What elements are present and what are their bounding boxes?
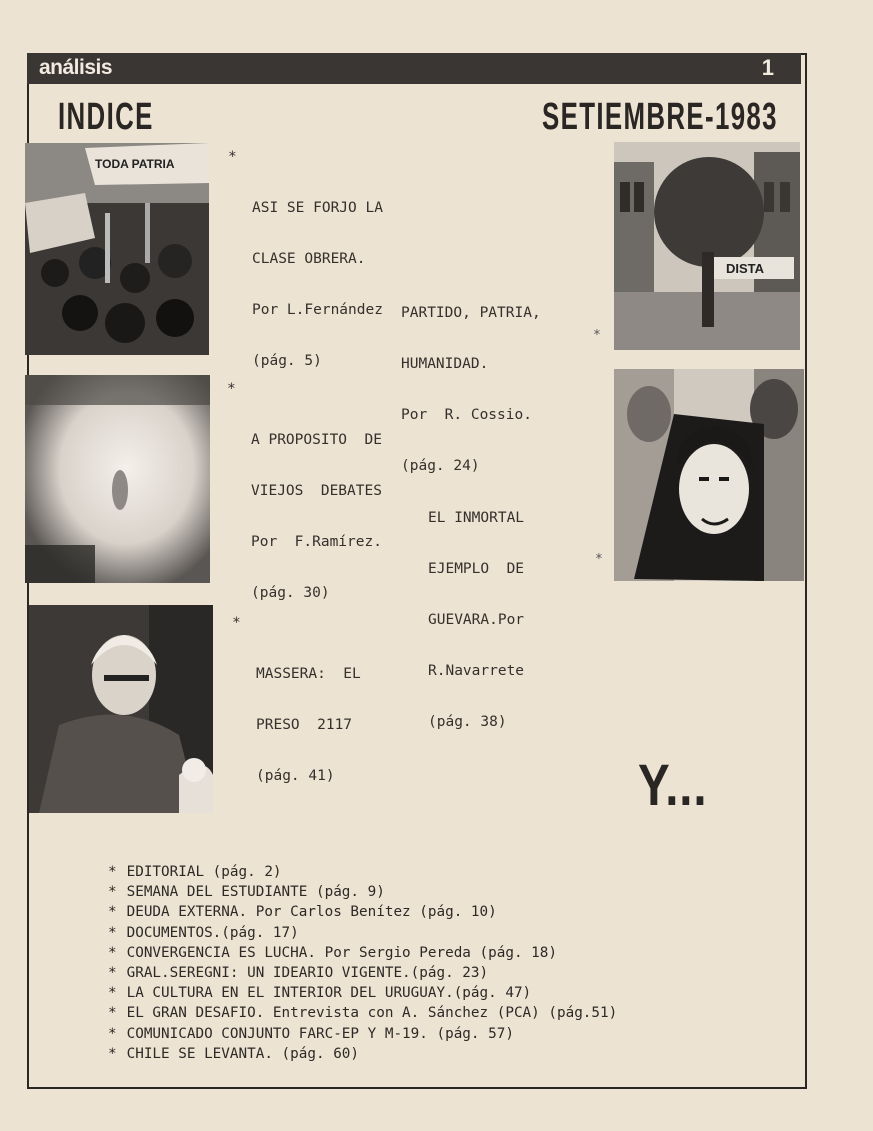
bullet-star: * [108,1005,117,1022]
featured-article-1 [228,149,383,387]
featured-article-3 [227,381,382,619]
bullet-star: * [228,149,237,165]
bullet-star: * [108,965,117,982]
article-author: Por F.Ramírez. [251,534,382,550]
magazine-logo: análisis [39,56,113,79]
bullet-star: * [595,552,603,567]
featured-article-5 [232,615,361,802]
list-item [108,862,617,882]
list-item [108,1003,617,1023]
bullet-star: * [108,985,117,1002]
article-title-line: PARTIDO, PATRIA, [401,305,541,321]
list-item-text: EDITORIAL (pág. 2) [126,864,282,880]
photo-street-building [614,142,800,350]
list-item [108,943,617,963]
bullet-star: * [108,924,117,941]
article-page: (pág. 38) [428,714,507,730]
list-item [108,902,617,922]
article-title-line: VIEJOS DEBATES [251,483,382,499]
list-item [108,882,617,902]
list-item [108,1024,617,1044]
article-page: (pág. 30) [251,585,330,601]
crowd-banner-text: TODA PATRIA [95,157,175,171]
list-item-text: GRAL.SEREGNI: UN IDEARIO VIGENTE.(pág. 23) [126,965,489,982]
bullet-star: * [108,904,117,921]
list-item-text: EL GRAN DESAFIO. Entrevista con A. Sánchez (PCA) (pág.51) [126,1005,618,1022]
article-author: Por L.Fernández [252,302,383,318]
article-title-line: A PROPOSITO DE [251,432,382,448]
photo-guevara-poster [614,369,804,581]
list-item [108,923,617,943]
issue-date: SETIEMBRE-1983 [542,96,778,138]
list-item-text: CONVERGENCIA ES LUCHA. Por Sergio Pereda (pág. 18) [126,944,557,961]
more-marker: Y... [638,753,708,818]
list-item [108,983,617,1003]
list-item [108,963,617,983]
article-title-line: PRESO 2117 [256,717,353,733]
bullet-star: * [108,864,117,880]
article-title-line: HUMANIDAD. [401,356,489,372]
article-title-line: GUEVARA.Por [428,612,525,628]
bullet-star: * [232,615,241,631]
page-number: 1 [761,55,774,80]
bullet-star: * [108,884,117,901]
bullet-star: * [108,1045,117,1062]
bullet-star: * [108,1025,117,1042]
article-page: (pág. 41) [256,768,335,784]
bullet-star: * [108,944,117,961]
masthead-bar [27,53,801,84]
list-item [108,1044,617,1064]
article-title-line: ASI SE FORJO LA [252,200,383,216]
article-title-line: EJEMPLO DE [428,561,525,577]
featured-article-4 [428,476,524,748]
list-item-text: SEMANA DEL ESTUDIANTE (pág. 9) [126,884,385,901]
index-heading: INDICE [58,96,154,138]
list-item-text: LA CULTURA EN EL INTERIOR DEL URUGUAY.(pág. 47) [126,985,532,1002]
article-page: (pág. 24) [401,458,480,474]
photo-crowd-demonstration [25,143,209,355]
other-articles-list [108,862,617,1064]
list-item-text: CHILE SE LEVANTA. (pág. 60) [126,1045,360,1062]
article-author: Por R. Cossio. [401,407,532,423]
list-item-text: DEUDA EXTERNA. Por Carlos Benítez (pág. 10) [126,904,497,921]
list-item-text: COMUNICADO CONJUNTO FARC-EP Y M-19. (pág. 57) [126,1025,514,1042]
photo-blurred-abstract [25,375,210,583]
list-item-text: DOCUMENTOS.(pág. 17) [126,924,299,941]
article-title-line: MASSERA: EL [256,666,361,682]
article-page: (pág. 5) [252,353,322,369]
photo-massera-portrait [29,605,213,813]
building-sign-text: DISTA [726,261,765,276]
article-title-line: EL INMORTAL [428,510,525,526]
bullet-star: * [227,381,236,397]
article-title-line: CLASE OBRERA. [252,251,366,267]
article-author: R.Navarrete [428,663,525,679]
bullet-star: * [593,328,601,343]
featured-article-2 [401,271,541,492]
